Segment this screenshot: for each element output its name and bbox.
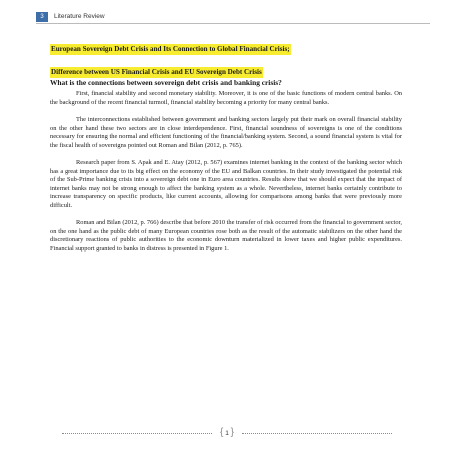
page-number <box>214 427 240 439</box>
question-heading: What is the connections between sovereign debt crisis and banking crisis? <box>50 78 282 87</box>
paragraph: The interconnections established between government and banking sectors largely put their mark on overall financial stability on the other hand these two sectors are in close interdependence. First, financial soundness of sovereigns is one of the conditions necessary for ensuring the normal and efficient functioning of the financial/banking system. Second, a sound financial system is vital for the fiscal health of sovereigns pointed out Roman and Bilan (2012, p. 765). <box>50 116 402 149</box>
footer-rule-left <box>62 433 212 434</box>
chapter-title: Literature Review <box>54 13 105 20</box>
footer-rule-right <box>242 433 392 434</box>
paragraph: Roman and Bilan (2012, p. 766) describe that before 2010 the transfer of risk occurred from the financial to government sector, on the one hand as the public debt of many European countries rose both as the result of the automatic stabilizers on the other hand the discretionary reactions of public authorities to the economic downturn materialized in lower taxes and higher public expenditures. Financial support granted to banks in distress is presented in Figure 1. <box>50 219 402 252</box>
page-number-value: 1 <box>225 430 229 437</box>
paragraph: Research paper from S. Apak and E. Atay (2012, p. 567) examines internet banking in the context of the banking sector which has a great importance due to its big effect on the economy of the EU and Balkan countries. In their study investigated the potential risk of the Sub-Prime banking crisis into a sovereign debt one in Euro area countries. Results show that we should expect that the impact of internet banks may not be strong enough to affect the banking system as a whole. Nevertheless, internet banks certainly contribute to increase transparency on specific products, like current accounts, allowing for comparisons among banks that were previously more difficult. <box>50 159 402 209</box>
body-text <box>50 90 402 262</box>
section-title-1: European Sovereign Debt Crisis and Its Connection to Global Financial Crisis; <box>51 45 290 53</box>
right-brace-icon: } <box>230 427 234 438</box>
left-brace-icon: { <box>220 427 224 438</box>
chapter-number-badge: 3 <box>36 12 48 22</box>
header-divider <box>36 23 430 24</box>
paragraph: First, financial stability and second monetary stability. Moreover, it is one of the basic functions of modern central banks. On the background of the recent financial turmoil, financial stability becoming a priority for many central banks. <box>50 90 402 106</box>
section-title-2: Difference between US Financial Crisis and EU Sovereign Debt Crisis <box>51 68 262 76</box>
page-header <box>36 12 430 24</box>
